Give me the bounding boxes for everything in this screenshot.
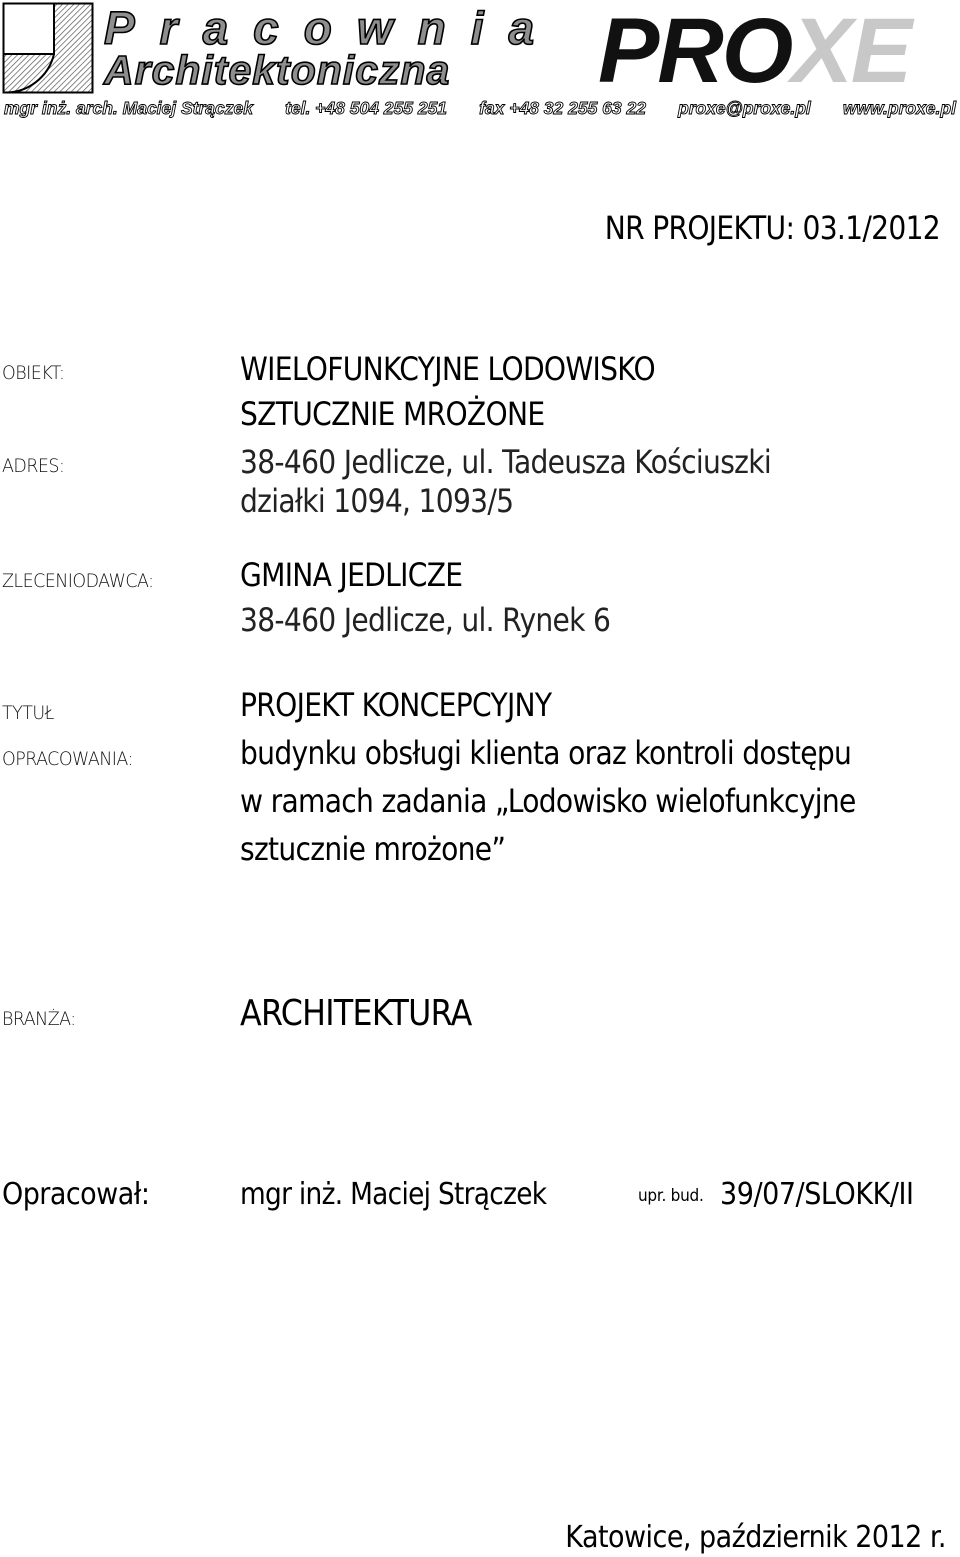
proxe-logo-light-part: XE (791, 0, 911, 102)
author-name: mgr inż. Maciej Strączek (240, 1177, 547, 1212)
project-number: NR PROJEKTU: 03.1/2012 (604, 209, 940, 247)
tytul-label-line-1: TYTUŁ (2, 702, 54, 724)
zleceniodawca-label: ZLECENIODAWCA: (2, 570, 154, 592)
branza-value: ARCHITEKTURA (240, 993, 472, 1034)
tytul-label-line-2: OPRACOWANIA: (2, 748, 133, 770)
opracowal-label: Opracował: (2, 1177, 150, 1212)
adres-label: ADRES: (2, 455, 65, 477)
letterhead-contact-line (4, 98, 956, 119)
contact-author: mgr inż. arch. Maciej Strączek (4, 98, 253, 118)
license-number: 39/07/SLOKK/II (720, 1177, 914, 1212)
place-and-date: Katowice, październik 2012 r. (565, 1520, 946, 1555)
tytul-value-line-1: PROJEKT KONCEPCYJNY (240, 686, 552, 724)
tytul-value-line-3: w ramach zadania „Lodowisko wielofunkcyjne (240, 782, 856, 820)
proxe-logo-dark-part: PRO (598, 0, 792, 102)
obiekt-value-line-1: WIELOFUNKCYJNE LODOWISKO (240, 350, 656, 388)
obiekt-label: OBIEKT: (2, 362, 65, 384)
proxe-logo (598, 0, 911, 102)
brand-line-2: Architektoniczna (104, 47, 451, 93)
proxe-logo-mark (2, 2, 94, 94)
zleceniodawca-value-line-2: 38-460 Jedlicze, ul. Rynek 6 (240, 601, 611, 639)
adres-value-line-2: działki 1094, 1093/5 (240, 482, 514, 520)
adres-value-line-1: 38-460 Jedlicze, ul. Tadeusza Kościuszki (240, 443, 771, 481)
zleceniodawca-value-line-1: GMINA JEDLICZE (240, 556, 463, 594)
brand-line-1: Pracownia (104, 2, 560, 54)
contact-email: proxe@proxe.pl (678, 98, 811, 118)
contact-website: www.proxe.pl (842, 98, 956, 118)
license-prefix: upr. bud. (638, 1186, 704, 1206)
branza-label: BRANŻA: (2, 1008, 76, 1030)
contact-fax: fax +48 32 255 63 22 (479, 98, 646, 118)
tytul-value-line-2: budynku obsługi klienta oraz kontroli dostępu (240, 734, 852, 772)
contact-tel: tel. +48 504 255 251 (285, 98, 448, 118)
obiekt-value-line-2: SZTUCZNIE MROŻONE (240, 395, 545, 433)
tytul-value-line-4: sztucznie mrożone” (240, 830, 506, 868)
